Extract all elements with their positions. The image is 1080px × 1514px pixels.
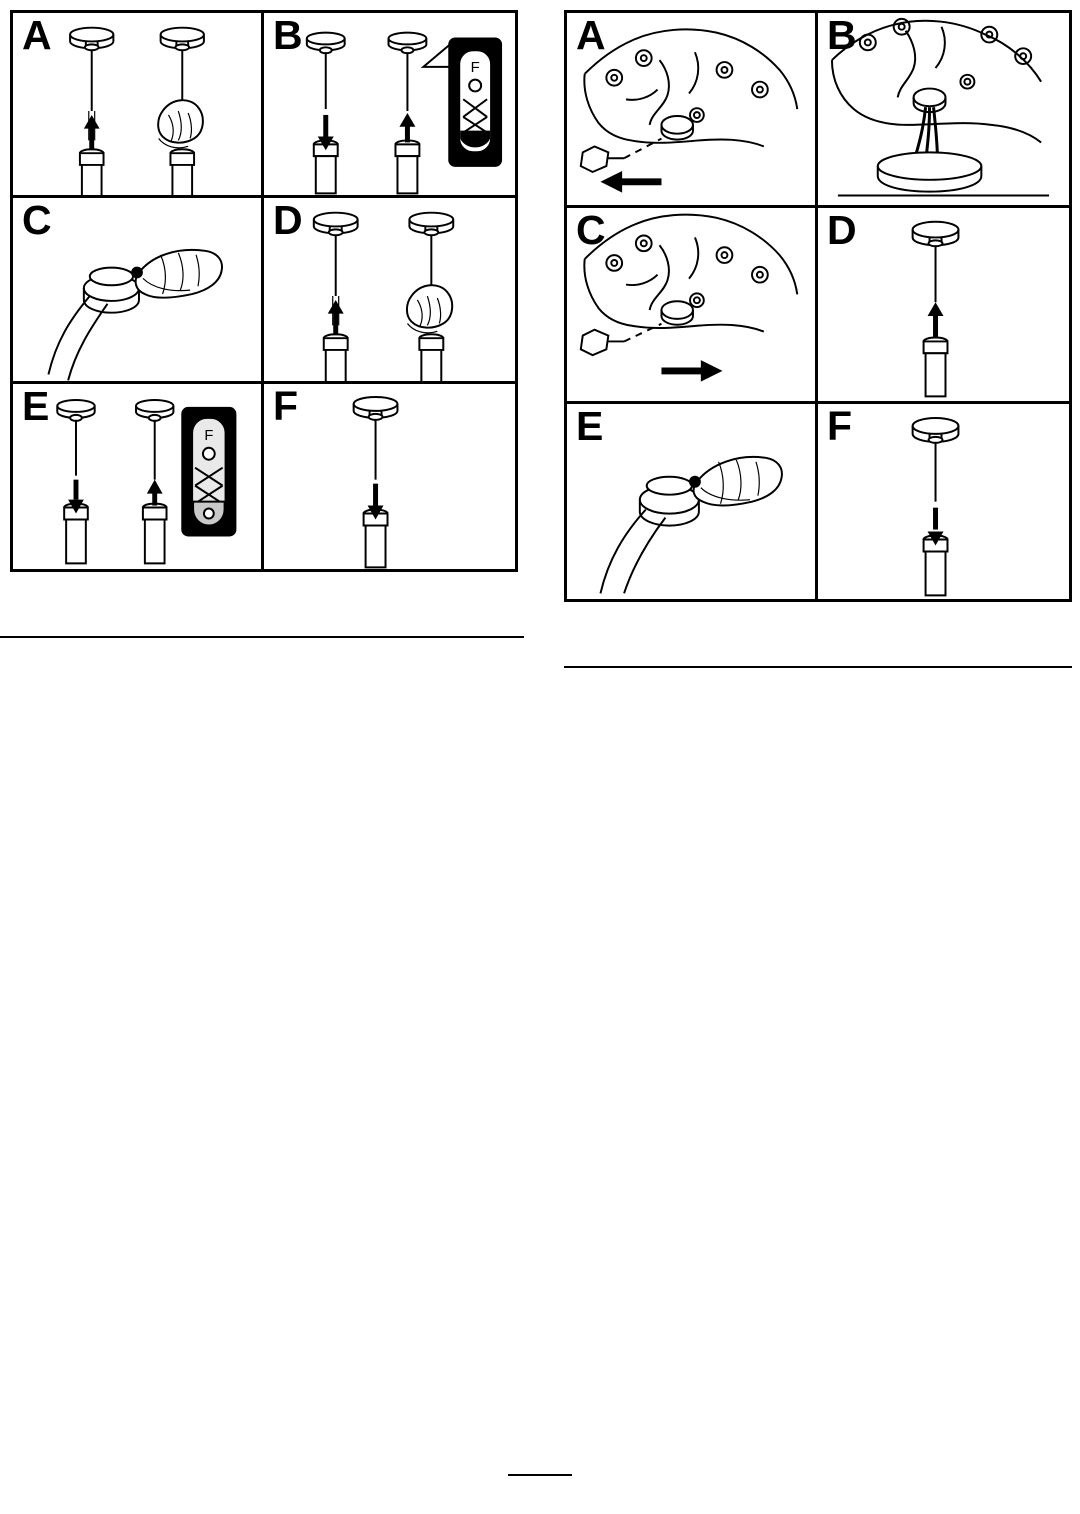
section-divider-left <box>0 636 524 638</box>
dipstick-remove-wipe-illustration <box>264 198 515 380</box>
hand-on-fill-cap-illustration <box>567 404 815 599</box>
panel-d <box>264 198 515 383</box>
svg-text:F: F <box>470 59 480 76</box>
panel-a <box>567 13 818 208</box>
panel-label: B <box>273 13 302 58</box>
panel-b <box>264 13 515 198</box>
panel-label: C <box>576 208 605 254</box>
panel-label: E <box>576 403 603 449</box>
footer-divider <box>508 1474 572 1476</box>
dipstick-insert-read-illustration <box>264 13 515 195</box>
svg-text:F: F <box>204 427 214 444</box>
hand-on-fill-cap-illustration <box>13 198 261 380</box>
panel-label: F <box>273 383 298 429</box>
dipstick-reinstall-illustration <box>264 384 515 569</box>
oil-change-figure <box>564 10 1072 602</box>
dipstick-insert-illustration <box>818 404 1069 599</box>
panel-label: F <box>827 403 852 449</box>
panel-label: A <box>22 13 51 58</box>
panel-c <box>13 198 264 383</box>
panel-label: D <box>827 208 856 254</box>
panel-a <box>13 13 264 198</box>
oil-level-check-figure <box>10 10 518 572</box>
drain-plug-install-illustration <box>567 208 815 400</box>
panel-b <box>818 13 1069 208</box>
panel-label: A <box>576 13 605 58</box>
drain-plug-remove-illustration <box>567 13 815 205</box>
panel-label: E <box>22 383 49 429</box>
section-divider-right <box>564 666 1072 668</box>
panel-e <box>567 404 818 599</box>
panel-d <box>818 208 1069 403</box>
panel-e <box>13 384 264 569</box>
dipstick-remove-illustration <box>818 208 1069 400</box>
panel-f <box>264 384 515 569</box>
panel-label: B <box>827 13 856 58</box>
dipstick-level-check-illustration <box>13 384 261 569</box>
panel-label: C <box>22 198 51 244</box>
panel-label: D <box>273 198 302 244</box>
oil-draining-into-pan-illustration <box>818 13 1069 205</box>
panel-c <box>567 208 818 403</box>
panel-f <box>818 404 1069 599</box>
dipstick-wipe-illustration <box>13 13 261 195</box>
